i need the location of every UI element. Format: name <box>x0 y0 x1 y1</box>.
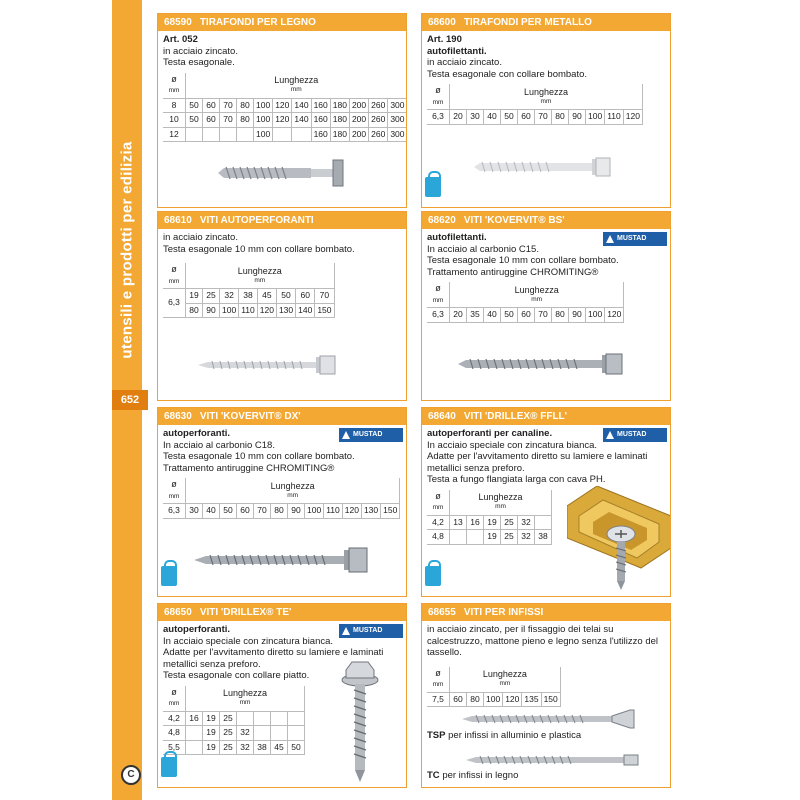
length-cell <box>203 127 220 142</box>
length-cell: 90 <box>203 303 220 318</box>
panel-68590 <box>157 13 407 208</box>
panel-header: 68630 VITI 'KOVERVIT® DX' <box>158 408 406 425</box>
description-line: Trattamento antiruggine CHROMITING® <box>163 462 335 474</box>
length-cell: 20 <box>450 110 467 125</box>
subtitle: autoperforanti. <box>163 428 231 439</box>
length-cell: 30 <box>467 110 484 125</box>
length-cell: 38 <box>254 740 271 755</box>
length-cell <box>467 530 484 545</box>
length-cell: 25 <box>501 530 518 545</box>
kovervit-bs-screw-image <box>456 350 626 378</box>
diameter-cell: 5,5 <box>163 740 186 755</box>
length-cell: 260 <box>369 98 388 113</box>
diameter-cell: 7,5 <box>427 692 450 707</box>
description-line: in acciaio zincato. <box>163 232 238 243</box>
kovervit-dx-screw-image <box>194 545 374 575</box>
length-cell: 150 <box>381 504 400 519</box>
description-line: in acciaio zincato. <box>163 45 238 57</box>
length-cell: 25 <box>501 515 518 530</box>
diameter-cell: 4,8 <box>163 726 186 741</box>
length-cell: 180 <box>330 113 349 128</box>
length-cell: 160 <box>311 113 330 128</box>
table-row <box>163 740 305 755</box>
length-cell <box>450 530 467 545</box>
length-cell: 150 <box>315 303 334 318</box>
length-cell: 80 <box>237 113 254 128</box>
length-cell: 140 <box>296 303 315 318</box>
table-row <box>163 711 305 726</box>
length-cell: 150 <box>541 692 560 707</box>
length-cell: 50 <box>501 110 518 125</box>
mustad-logo-icon <box>342 627 350 635</box>
length-cell: 140 <box>292 113 311 128</box>
description-line: Testa esagonale con collare piatto. <box>163 670 310 681</box>
size-table: ø mm Lunghezza mm 4,2 16 19 25 4,8 19 25 32 5,5 19 25 32 38 45 50 <box>163 686 305 756</box>
page-number: 652 <box>112 390 148 410</box>
size-table: ø mm Lunghezza mm 6,3 19 25 32 38 45 50 60 70 80 90 100 110 120 130 140 150 <box>163 263 335 318</box>
panel-header: 68650 VITI 'DRILLEX® TE' <box>158 604 406 621</box>
length-cell: 35 <box>467 308 484 323</box>
length-cell <box>186 127 203 142</box>
length-cell: 20 <box>450 308 467 323</box>
length-cell: 19 <box>203 726 220 741</box>
length-cell: 120 <box>605 308 624 323</box>
description-line: Adatte per l'avvitamento diretto su lamiere e laminati <box>427 451 648 462</box>
length-cell <box>254 711 271 726</box>
length-cell: 40 <box>484 110 501 125</box>
diameter-cell: 6,3 <box>163 289 186 318</box>
package-icon <box>161 757 177 777</box>
description-line: Adatte per l'avvitamento diretto su lamiere e laminati <box>163 647 384 658</box>
category-badge: C <box>121 765 141 785</box>
length-cell: 50 <box>288 740 305 755</box>
length-cell: 70 <box>535 110 552 125</box>
panel-header: 68655 VITI PER INFISSI <box>422 604 670 621</box>
lag-screw-image <box>216 156 346 190</box>
diameter-cell: 6,3 <box>427 110 450 125</box>
subtitle: autofilettanti. <box>427 232 487 243</box>
length-cell: 25 <box>220 740 237 755</box>
length-cell: 200 <box>349 127 368 142</box>
table-row <box>427 530 552 545</box>
table-row <box>163 98 407 113</box>
length-cell: 80 <box>271 504 288 519</box>
description-line: in acciaio zincato. <box>427 57 502 68</box>
length-cell: 300 <box>388 113 407 128</box>
diameter-cell: 10 <box>163 113 186 128</box>
table-row <box>163 504 400 519</box>
description-line: metallici senza preforo. <box>163 658 261 670</box>
length-cell <box>271 726 288 741</box>
length-cell: 32 <box>237 740 254 755</box>
length-cell: 160 <box>311 127 330 142</box>
panel-68655 <box>421 603 671 788</box>
description-line: In acciaio speciale con zincatura bianca. <box>163 635 334 647</box>
length-cell <box>288 711 305 726</box>
mustad-logo-icon <box>342 431 350 439</box>
length-cell: 32 <box>518 515 535 530</box>
mustad-logo-icon <box>606 431 614 439</box>
table-row <box>427 515 552 530</box>
length-cell: 120 <box>503 692 522 707</box>
length-cell: 32 <box>518 530 535 545</box>
length-cell: 50 <box>186 98 203 113</box>
length-cell: 30 <box>186 504 203 519</box>
diameter-cell: 4,8 <box>427 530 450 545</box>
length-cell: 38 <box>535 530 552 545</box>
table-row <box>163 113 407 128</box>
diameter-cell: 6,3 <box>163 504 186 519</box>
length-cell: 110 <box>605 110 624 125</box>
length-cell: 60 <box>203 113 220 128</box>
length-cell: 38 <box>239 289 258 304</box>
length-cell: 260 <box>369 127 388 142</box>
length-cell <box>288 726 305 741</box>
length-cell: 80 <box>552 308 569 323</box>
length-cell <box>535 515 552 530</box>
length-cell <box>220 127 237 142</box>
length-cell: 110 <box>324 504 343 519</box>
diameter-cell: 6,3 <box>427 308 450 323</box>
length-cell: 300 <box>388 98 407 113</box>
sidebar-title: utensili e prodotti per edilizia <box>118 141 136 359</box>
length-cell <box>273 127 292 142</box>
panel-header: 68600 TIRAFONDI PER METALLO <box>422 14 670 31</box>
size-table: ø mm Lunghezza mm 6,3 20 30 40 50 60 70 80 90 100 110 120 <box>427 84 643 125</box>
length-cell: 45 <box>257 289 276 304</box>
table-row <box>163 127 407 142</box>
length-cell: 19 <box>203 711 220 726</box>
diameter-cell: 12 <box>163 127 186 142</box>
description-line: In acciaio speciale con zincatura bianca. <box>427 439 598 451</box>
drillex-te-screw-image <box>338 658 382 786</box>
tsp-screw-image <box>462 708 642 730</box>
length-cell: 19 <box>203 740 220 755</box>
description-line: Testa esagonale. <box>163 57 235 68</box>
tsp-text: per infissi in alluminio e plastica <box>448 730 582 741</box>
metal-lag-screw-image <box>472 154 622 180</box>
length-cell <box>186 740 203 755</box>
length-cell: 120 <box>623 110 642 125</box>
length-cell: 32 <box>220 289 239 304</box>
size-table: ø mm Lunghezza mm 8 50 60 70 80 100 120 140 160 180 200 260 300 10 50 60 70 80 100 120 140 160 180 200 260 300 12 100 160 180 200 260 300 <box>163 73 407 143</box>
length-cell: 70 <box>220 98 237 113</box>
diameter-cell: 4,2 <box>163 711 186 726</box>
tc-caption <box>427 770 518 781</box>
package-icon <box>161 566 177 586</box>
length-cell: 70 <box>254 504 271 519</box>
length-cell: 50 <box>220 504 237 519</box>
length-cell: 80 <box>552 110 569 125</box>
length-cell: 19 <box>484 515 501 530</box>
length-cell: 60 <box>296 289 315 304</box>
length-cell: 80 <box>186 303 203 318</box>
length-cell: 180 <box>330 127 349 142</box>
length-cell: 100 <box>305 504 324 519</box>
panel-header: 68620 VITI 'KOVERVIT® BS' <box>422 212 670 229</box>
panel-header: 68610 VITI AUTOPERFORANTI <box>158 212 406 229</box>
package-icon <box>425 177 441 197</box>
mustad-logo: MUSTAD <box>339 624 403 638</box>
description-line: Testa esagonale con collare bombato. <box>427 68 588 80</box>
length-cell <box>271 711 288 726</box>
description-line: calcestruzzo, mattone pieno e legno senza l'utilizzo del <box>427 635 659 647</box>
length-cell: 16 <box>186 711 203 726</box>
panel-68600 <box>421 13 671 208</box>
length-cell: 100 <box>586 110 605 125</box>
length-cell: 120 <box>257 303 276 318</box>
length-cell: 45 <box>271 740 288 755</box>
panel-68630 <box>157 407 407 597</box>
length-cell <box>237 711 254 726</box>
length-cell: 25 <box>203 289 220 304</box>
length-cell: 160 <box>311 98 330 113</box>
tc-label: TC <box>427 770 440 781</box>
length-cell: 70 <box>315 289 334 304</box>
length-cell: 120 <box>342 504 361 519</box>
length-cell: 60 <box>518 110 535 125</box>
article-number: Art. 052 <box>163 34 198 45</box>
mustad-logo-icon <box>606 235 614 243</box>
length-cell: 90 <box>569 110 586 125</box>
description-line: Testa esagonale 10 mm con collare bombato. <box>163 243 355 255</box>
length-cell: 19 <box>186 289 203 304</box>
diameter-cell: 4,2 <box>427 515 450 530</box>
length-cell <box>237 127 254 142</box>
length-cell: 100 <box>586 308 605 323</box>
length-cell: 100 <box>254 98 273 113</box>
length-cell: 19 <box>484 530 501 545</box>
mustad-logo: MUSTAD <box>603 232 667 246</box>
length-cell: 200 <box>349 98 368 113</box>
length-cell: 32 <box>237 726 254 741</box>
table-row <box>427 692 560 707</box>
length-cell: 50 <box>186 113 203 128</box>
length-cell: 13 <box>450 515 467 530</box>
length-cell: 70 <box>220 113 237 128</box>
description-line: Testa esagonale 10 mm con collare bombato. <box>163 451 355 462</box>
length-cell: 180 <box>330 98 349 113</box>
table-row <box>427 110 642 125</box>
description-line: In acciaio al carbonio C18. <box>163 439 275 451</box>
length-cell: 60 <box>203 98 220 113</box>
length-cell: 120 <box>273 113 292 128</box>
length-cell: 80 <box>237 98 254 113</box>
tc-text: per infissi in legno <box>442 770 519 781</box>
length-cell: 60 <box>518 308 535 323</box>
panel-header: 68590 TIRAFONDI PER LEGNO <box>158 14 406 31</box>
length-cell: 60 <box>237 504 254 519</box>
table-row <box>163 726 305 741</box>
description-line: tassello. <box>427 647 462 658</box>
length-cell: 140 <box>292 98 311 113</box>
length-cell: 40 <box>203 504 220 519</box>
tc-screw-image <box>466 750 646 770</box>
table-row <box>427 308 624 323</box>
length-cell: 130 <box>361 504 380 519</box>
length-cell: 100 <box>484 692 503 707</box>
description-line: Testa a fungo flangiata larga con cava PH. <box>427 474 606 485</box>
size-table: ø mm Lunghezza mm 7,5 60 80 100 120 135 150 <box>427 667 561 708</box>
length-cell <box>292 127 311 142</box>
drillex-ffll-channel-image <box>567 486 671 596</box>
length-cell: 200 <box>349 113 368 128</box>
length-cell: 25 <box>220 726 237 741</box>
length-cell: 130 <box>276 303 295 318</box>
table-row <box>163 289 334 304</box>
description-line: Trattamento antiruggine CHROMITING® <box>427 266 599 278</box>
diameter-cell: 8 <box>163 98 186 113</box>
length-cell: 100 <box>220 303 239 318</box>
tsp-caption <box>427 730 581 741</box>
length-cell: 135 <box>522 692 541 707</box>
length-cell: 90 <box>569 308 586 323</box>
subtitle: autoperforanti per canaline. <box>427 428 553 439</box>
tsp-label: TSP <box>427 730 446 741</box>
article-number: Art. 190 <box>427 34 462 45</box>
length-cell: 90 <box>288 504 305 519</box>
size-table: ø mm Lunghezza mm 6,3 30 40 50 60 70 80 90 100 110 120 130 150 <box>163 478 400 519</box>
length-cell: 25 <box>220 711 237 726</box>
description-line: Testa esagonale 10 mm con collare bombato. <box>427 255 619 266</box>
panel-68650 <box>157 603 407 788</box>
length-cell: 260 <box>369 113 388 128</box>
length-cell <box>186 726 203 741</box>
panel-68620 <box>421 211 671 401</box>
table-row <box>163 303 334 318</box>
panel-68640 <box>421 407 671 597</box>
length-cell: 40 <box>484 308 501 323</box>
size-table: ø mm Lunghezza mm 6,3 20 35 40 50 60 70 80 90 100 120 <box>427 282 624 323</box>
length-cell: 300 <box>388 127 407 142</box>
subtitle: autofilettanti. <box>427 45 487 57</box>
size-table: ø mm Lunghezza mm 4,2 13 16 19 25 32 4,8 19 25 32 38 <box>427 490 552 545</box>
panel-68610 <box>157 211 407 401</box>
length-cell: 60 <box>450 692 467 707</box>
description-line: metallici senza preforo. <box>427 462 525 474</box>
mustad-logo: MUSTAD <box>603 428 667 442</box>
description-line: In acciaio al carbonio C15. <box>427 243 539 255</box>
length-cell <box>254 726 271 741</box>
panel-header: 68640 VITI 'DRILLEX® FFLL' <box>422 408 670 425</box>
length-cell: 100 <box>254 113 273 128</box>
length-cell: 50 <box>501 308 518 323</box>
length-cell: 70 <box>535 308 552 323</box>
length-cell: 50 <box>276 289 295 304</box>
subtitle: autoperforanti. <box>163 624 231 635</box>
length-cell: 16 <box>467 515 484 530</box>
mustad-logo: MUSTAD <box>339 428 403 442</box>
length-cell: 120 <box>273 98 292 113</box>
length-cell: 100 <box>254 127 273 142</box>
package-icon <box>425 566 441 586</box>
length-cell: 80 <box>467 692 484 707</box>
length-cell: 110 <box>239 303 258 318</box>
description-line: in acciaio zincato, per il fissaggio dei telai su <box>427 624 614 635</box>
self-drilling-screw-image <box>198 352 348 378</box>
